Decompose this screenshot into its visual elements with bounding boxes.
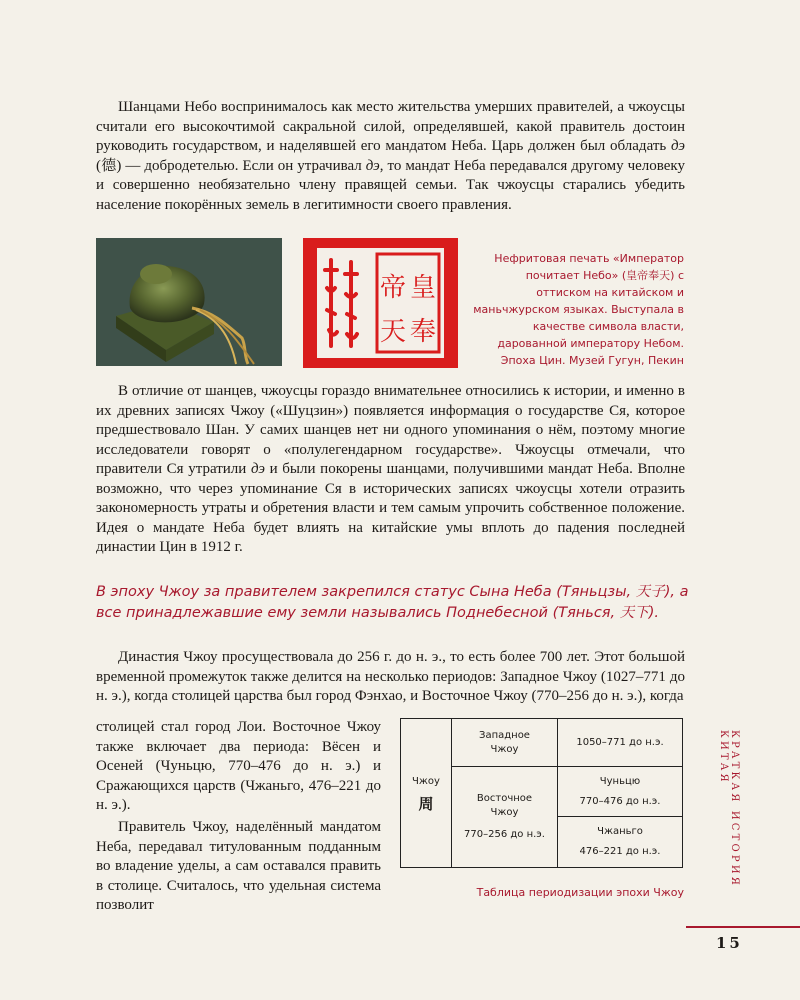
periodization-table — [400, 718, 683, 868]
paragraph-xia: В отличие от шанцев, чжоусцы гораздо внимательнее относились к истории, и именно в их древних записях Чжоу («Шуцзин») появляется информация о государстве Ся, которое предшествовало Шан. У самих шанцев нет ни одного упоминания о нём, поэтому многие исследователи говорят о «полулегендарном государстве». Чжоусцы отмечали, что правители Ся утратили дэ и были покорены шанцами, получившими мандат Неба. Вполне возможно, что через упоминание Ся в исторических записях чжоусцы хотели отразить закономерность утраты и обретения власти и тем самым упрочить собственное положение. Идея о мандате Неба будет влиять на китайские умы вплоть до падения последней династии Цин в 1912 г. — [96, 383, 686, 555]
seal-script-image — [317, 248, 444, 358]
paragraph-fiefs: Правитель Чжоу, наделённый мандатом Неба, передавал титулованным подданным во владение уделы, а сам оставался править в столице. Считалось, что удельная система позволит — [96, 819, 381, 913]
seal-impression — [303, 238, 458, 368]
table-zhanguo-cell: Чжаньго 476–221 до н.э. — [579, 826, 661, 857]
table-eastern-cell: Восточное Чжоу 770–256 до н.э. — [452, 767, 558, 867]
page-number: 15 — [716, 934, 743, 952]
footer-rule — [686, 926, 800, 928]
table-western-cell: Западное Чжоу — [452, 719, 558, 767]
side-running-title: КРАТКАЯ ИСТОРИЯ КИТАЯ — [718, 730, 740, 889]
highlight-quote: В эпоху Чжоу за правителем закрепился статус Сына Неба (Тяньцзы, 天子), а все принадлежавшие ему земли назывались Поднебесной (Тянься, 天下). — [96, 584, 689, 621]
seal-caption: Нефритовая печать «Император почитает Небо» (皇帝奉天) с оттиском на китайском и маньчжурском языках. Выступала в качестве символа власти, дарованной императору Небом. Эпоха Цин. Музей Гугун, Пекин — [473, 252, 684, 367]
paragraph-heaven: Шанцами Небо воспринималось как место жительства умерших правителей, а чжоусцы считали его высокочтимой сакральной силой, определявшей, какой правитель достоин руководить государством, и наделявшей его мандатом Неба. Царь должен был обладать дэ (德) — добродетелью. Если он утрачивал дэ, то мандат Неба передавался другому человеку и совершенно необязательно члену правящей семьи. Так чжоусцы старались убедить население покорённых земель в легитимности своего правления. — [96, 99, 686, 213]
seal-char-0: 皇 — [409, 273, 437, 303]
paragraph-dynasty: Династия Чжоу просуществовала до 256 г. до н. э., то есть более 700 лет. Этот большой временной промежуток также делится на несколько периодов: Западное Чжоу (1027–771 до н. э.), когда столицей царства был город Фэнхао, и Восточное Чжоу (770–256 до н. э.), когда — [96, 649, 685, 704]
zhou-character: 周 — [418, 795, 434, 813]
paragraph-dynasty-cont: столицей стал город Лои. Восточное Чжоу также включает два периода: Вёсен и Осеней (Чуньцю, 770–476 до н. э.) и Сражающихся царств (Чжаньго, 476–221 до н. э.). — [96, 719, 381, 813]
seal-char-2: 奉 — [409, 317, 437, 347]
table-western-dates: 1050–771 до н.э. — [558, 719, 682, 767]
jade-seal-photo — [96, 238, 282, 366]
table-chunqiu-cell: Чуньцю 770–476 до н.э. — [558, 767, 682, 817]
table-caption: Таблица периодизации эпохи Чжоу — [476, 886, 684, 899]
seal-char-3: 天 — [379, 317, 407, 347]
seal-char-1: 帝 — [379, 273, 407, 303]
table-dynasty-cell: Чжоу 周 — [401, 719, 452, 867]
